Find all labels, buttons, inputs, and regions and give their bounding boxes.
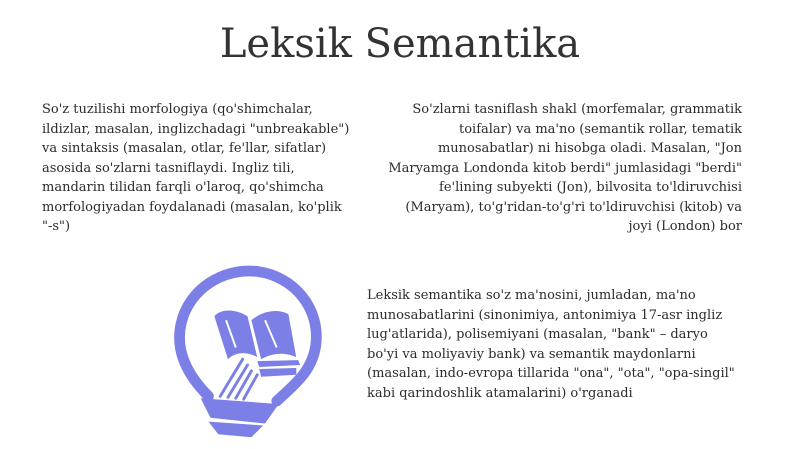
paragraph-morphology: So'z tuzilishi morfologiya (qo'shimchalar, ildizlar, masalan, inglizchadagi "unbreakable") va sintaksis (masalan, otlar, fe'llar, sifatlar) asosida so'zlarni tasniflaydi. Ingliz tili, mandarin tilidan farqli o'laroq, qo'shimcha morfologiyadan foydalanadi (masalan, ko'plik "-s") xyxy=(42,102,350,234)
slide-title: Leksik Semantika xyxy=(219,21,581,67)
paragraph-classification: So'zlarni tasniflash shakl (morfemalar, grammatik toifalar) va ma'no (semantik rollar, tematik munosabatlar) ni hisobga oladi. Masalan, "Jon Maryamga Londonda kitob berdi" jumlasidagi "berdi" fe'lining subyekti (Jon), bilvosita to'ldiruvchisi (Maryam), to'g'ridan-to'g'ri to'ldiruvchisi (kitob) va joyi (London) bor xyxy=(388,102,742,234)
lightbulb-book-icon xyxy=(150,250,345,445)
paragraph-lexical-semantics: Leksik semantika so'z ma'nosini, jumladan, ma'no munosabatlarini (sinonimiya, antonimiya 17-asr ingliz lug'atlarida), polisemiyani (masalan, "bank" – daryo bo'yi va moliyaviy bank) va semantik maydonlarni (masalan, indo-evropa tillarida "ona", "ota", "opa-singil" kabi qarindoshlik atamalarini) o'rganadi xyxy=(367,288,735,401)
